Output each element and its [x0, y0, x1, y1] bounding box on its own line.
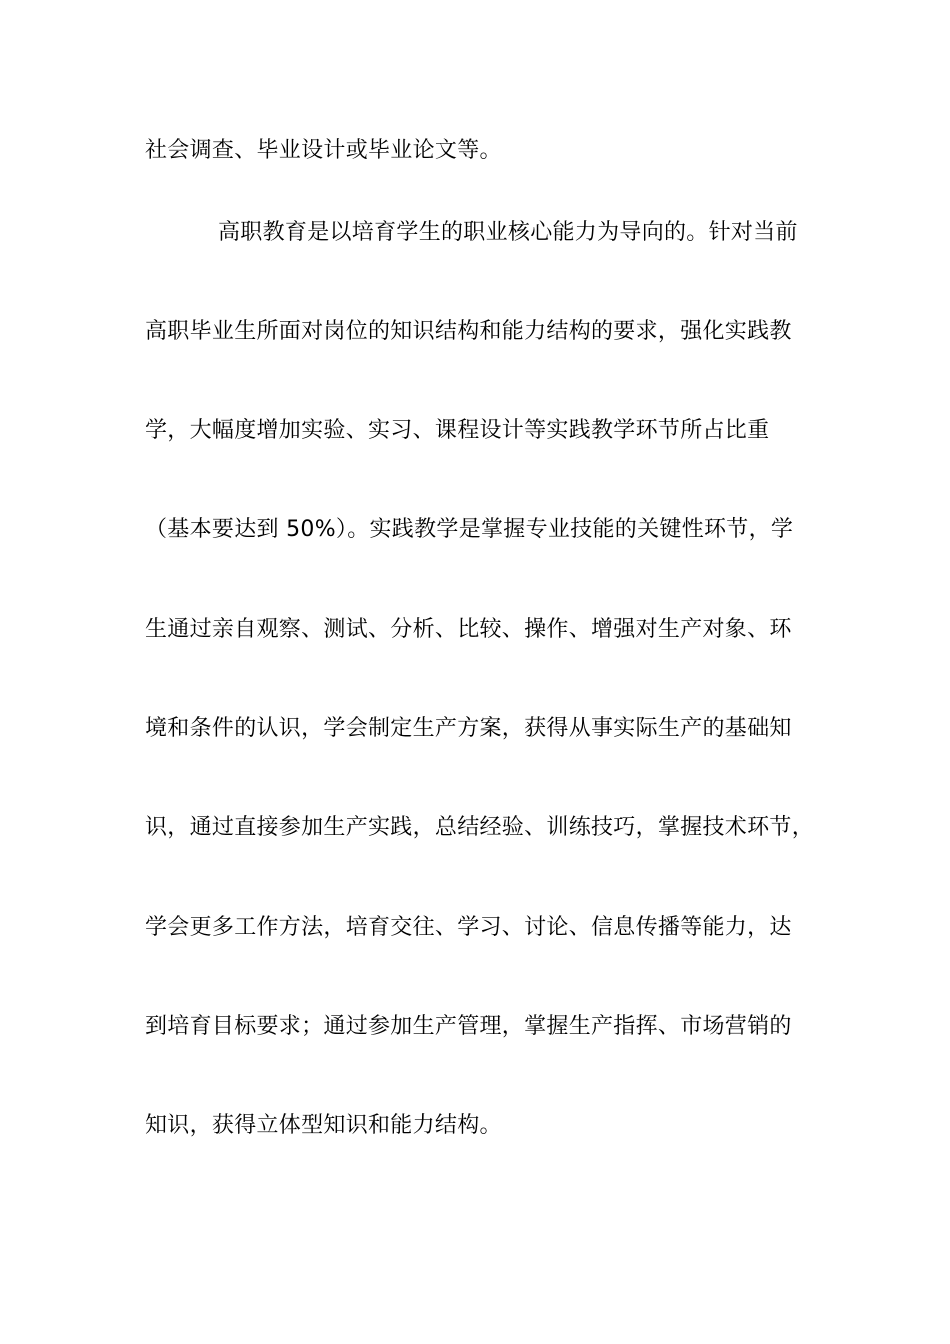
- text-line-1: 社会调查、毕业设计或毕业论文等。: [145, 138, 502, 163]
- text-line-9: 学会更多工作方法，培育交往、学习、讨论、信息传播等能力，达: [145, 915, 792, 940]
- text-line-4: 学，大幅度增加实验、实习、课程设计等实践教学环节所占比重: [145, 418, 770, 443]
- text-line-10: 到培育目标要求；通过参加生产管理，掌握生产指挥、市场营销的: [145, 1014, 792, 1039]
- text-line-7: 境和条件的认识，学会制定生产方案，获得从事实际生产的基础知: [145, 716, 792, 741]
- paragraph-start-line: 高职教育是以培育学生的职业核心能力为导向的。针对当前: [218, 220, 798, 245]
- text-line-11: 知识，获得立体型知识和能力结构。: [145, 1113, 502, 1138]
- text-line-8: 识，通过直接参加生产实践，总结经验、训练技巧，掌握技术环节，: [145, 815, 815, 840]
- text-line-6: 生通过亲自观察、测试、分析、比较、操作、增强对生产对象、环: [145, 617, 792, 642]
- text-line-5: （基本要达到 50%）。实践教学是掌握专业技能的关键性环节，学: [145, 517, 794, 542]
- text-line-3: 高职毕业生所面对岗位的知识结构和能力结构的要求，强化实践教: [145, 319, 792, 344]
